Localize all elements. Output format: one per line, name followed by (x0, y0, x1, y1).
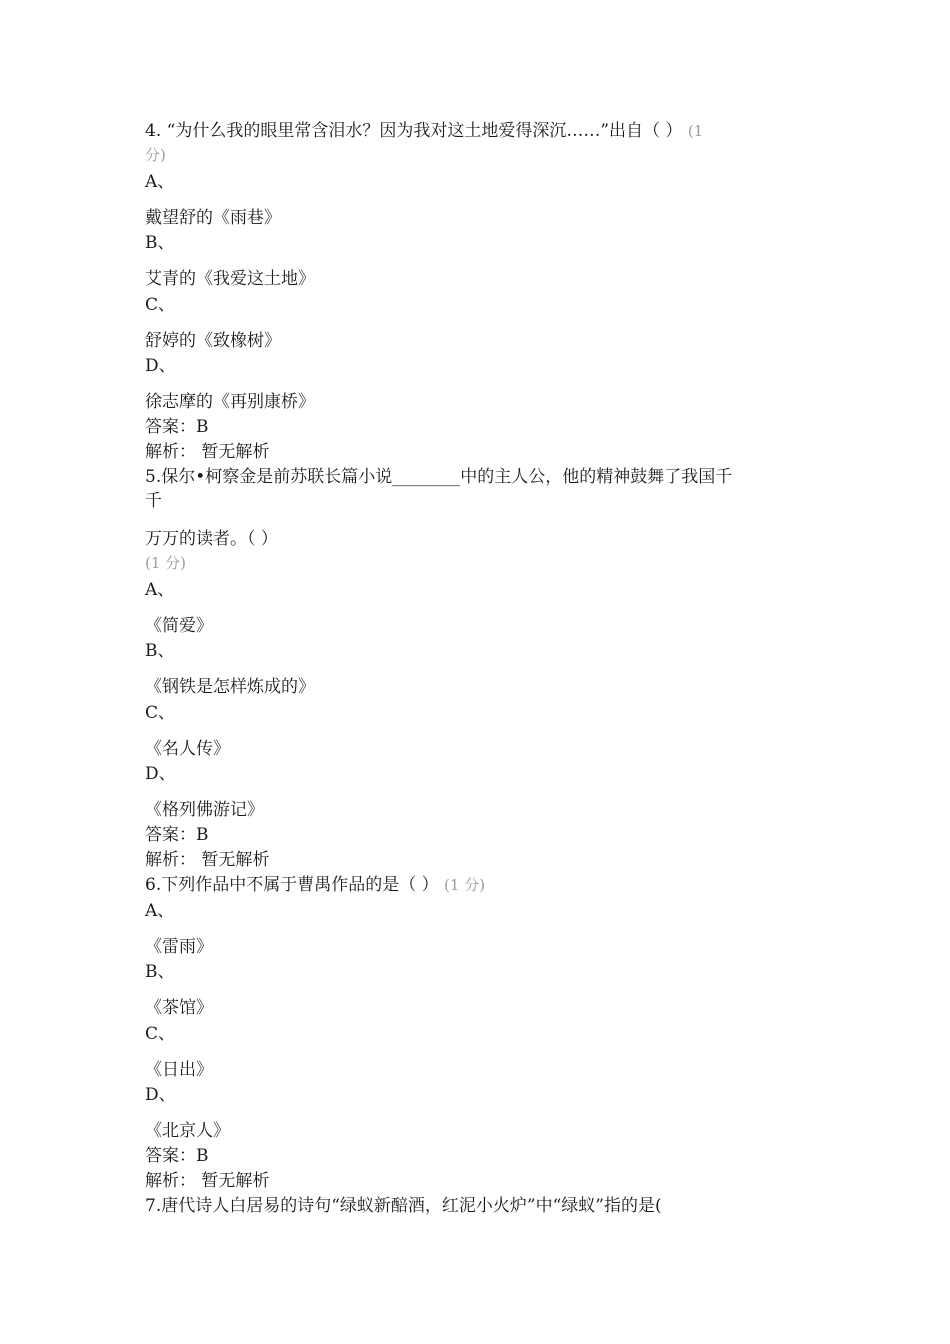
question-6-option-a-text[interactable]: 《雷雨》 (145, 937, 213, 957)
question-6-option-d-text[interactable]: 《北京人》 (145, 1121, 230, 1141)
question-4-points: (1 (687, 122, 704, 140)
question-5-answer: 答案：B (145, 825, 209, 845)
question-4-option-a-letter[interactable]: A、 (145, 172, 175, 192)
question-5-stem-cont: 万万的读者。（ ） (145, 529, 278, 549)
question-5-option-a-text[interactable]: 《简爱》 (145, 616, 213, 636)
question-4-option-c-text[interactable]: 舒婷的《致橡树》 (145, 331, 281, 351)
question-6-points: (1 分) (444, 876, 486, 894)
question-6-option-b-text[interactable]: 《茶馆》 (145, 998, 213, 1018)
question-5-option-d-letter[interactable]: D、 (145, 764, 176, 784)
question-6-answer: 答案：B (145, 1146, 209, 1166)
question-4-analysis: 解析： 暂无解析 (145, 442, 270, 462)
question-5-option-b-letter[interactable]: B、 (145, 641, 175, 661)
question-5-analysis: 解析： 暂无解析 (145, 850, 270, 870)
question-5-option-b-text[interactable]: 《钢铁是怎样炼成的》 (145, 677, 315, 697)
question-4-points-cont: 分) (145, 146, 166, 164)
question-4-option-a-text[interactable]: 戴望舒的《雨巷》 (145, 208, 281, 228)
question-6-option-c-text[interactable]: 《日出》 (145, 1060, 213, 1080)
question-5-stem-wrap: 千 (145, 491, 162, 511)
question-6-option-a-letter[interactable]: A、 (145, 901, 175, 921)
question-6-analysis: 解析： 暂无解析 (145, 1171, 270, 1191)
question-4-answer: 答案：B (145, 417, 209, 437)
question-7-stem: 7.唐代诗人白居易的诗句“绿蚁新醅酒，红泥小火炉”中“绿蚁”指的是( (145, 1196, 662, 1216)
question-4-stem (145, 120, 703, 142)
question-5-option-c-text[interactable]: 《名人传》 (145, 739, 230, 759)
question-5-option-d-text[interactable]: 《格列佛游记》 (145, 800, 264, 820)
question-5-option-c-letter[interactable]: C、 (145, 703, 176, 723)
question-4-option-d-letter[interactable]: D、 (145, 356, 176, 376)
question-6-text: 6.下列作品中不属于曹禺作品的是（ ） (145, 875, 439, 895)
question-4-option-b-text[interactable]: 艾青的《我爱这土地》 (145, 269, 315, 289)
question-4-option-c-letter[interactable]: C、 (145, 295, 176, 315)
question-5-stem: 5.保尔•柯察金是前苏联长篇小说________中的主人公，他的精神鼓舞了我国千 (145, 467, 733, 487)
question-4-text: 4. “为什么我的眼里常含泪水？因为我对这土地爱得深沉……”出自（ ） (145, 121, 683, 141)
question-5-points: (1 分) (145, 554, 187, 572)
question-5-option-a-letter[interactable]: A、 (145, 580, 175, 600)
question-6-option-c-letter[interactable]: C、 (145, 1024, 176, 1044)
question-6-option-d-letter[interactable]: D、 (145, 1085, 176, 1105)
question-6-option-b-letter[interactable]: B、 (145, 962, 175, 982)
question-4-option-b-letter[interactable]: B、 (145, 233, 175, 253)
question-6-stem (145, 874, 485, 896)
question-4-option-d-text[interactable]: 徐志摩的《再别康桥》 (145, 392, 315, 412)
